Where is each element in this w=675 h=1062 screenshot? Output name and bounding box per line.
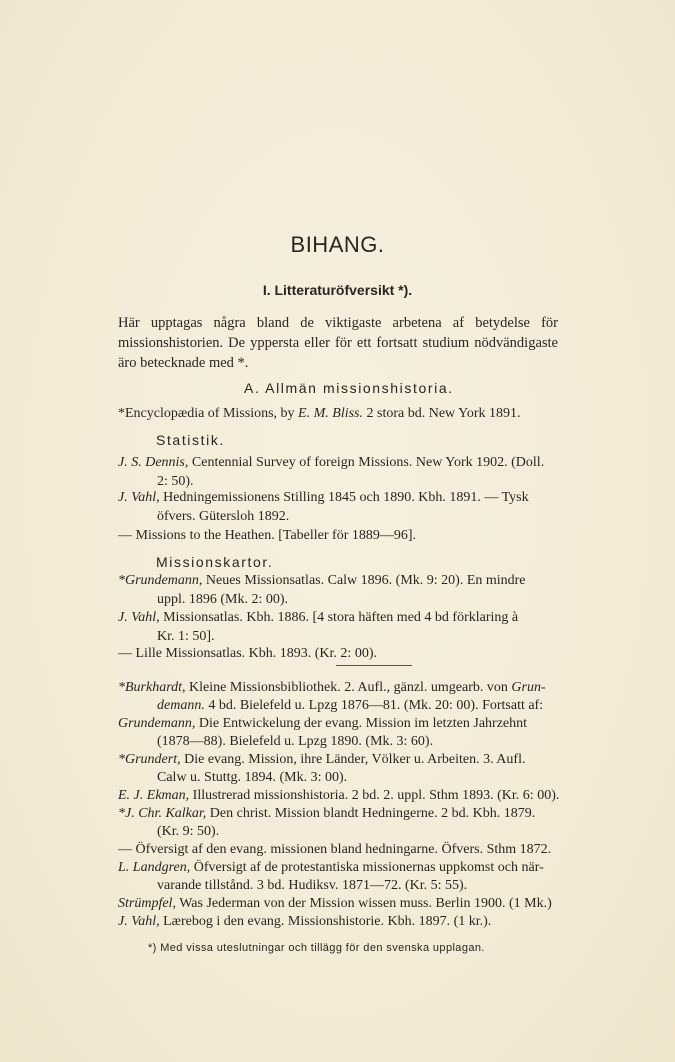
entry-burkhardt: *Burkhardt, Kleine Missionsbibliothek. 2. Aufl., gänzl. umgearb. von Grun-: [118, 680, 546, 695]
entry-kalkar-cont: (Kr. 9: 50).: [157, 824, 220, 839]
section-a-heading: A. Allmän missionshistoria.: [244, 380, 454, 396]
statistik-heading: Statistik.: [156, 432, 225, 448]
entry-grundert: *Grundert, Die evang. Mission, ihre Länder, Völker u. Arbeiten. 3. Aufl.: [118, 752, 526, 767]
section-divider: [336, 665, 412, 666]
page-title: BIHANG.: [290, 232, 385, 257]
kartor-heading: Missionskartor.: [156, 554, 274, 570]
entry-strumpfel: Strümpfel, Was Jederman von der Mission wissen muss. Berlin 1900. (1 Mk.): [118, 896, 552, 911]
entry-landgren: L. Landgren, Öfversigt af de protestantiska missionernas uppkomst och när-: [118, 860, 544, 875]
entry-grundemann-atlas-cont: uppl. 1896 (Mk. 2: 00).: [157, 592, 289, 607]
intro-paragraph: Här upptagas några bland de viktigaste arbetena af betydelse för missionshistorien. De yppersta eller för ett fortsatt studium nödvändigaste äro betecknade med *.: [118, 315, 558, 371]
entry-burkhardt-cont: demann. 4 bd. Bielefeld u. Lpzg 1876—81. (Mk. 20: 00). Fortsatt af:: [157, 698, 544, 713]
entry-dennis-cont: 2: 50).: [157, 474, 194, 489]
entry-dennis: J. S. Dennis, Centennial Survey of foreign Missions. New York 1902. (Doll.: [118, 455, 545, 470]
entry-vahl-stilling: J. Vahl, Hedningemissionens Stilling 1845 och 1890. Kbh. 1891. — Tysk: [118, 490, 529, 505]
entry-missions-heathen: — Missions to the Heathen. [Tabeller för 1889—96].: [118, 528, 417, 543]
entry-grundemann-entwickelung-cont: (1878—88). Bielefeld u. Lpzg 1890. (Mk. 3: 60).: [157, 734, 434, 749]
entry-grundert-cont: Calw u. Stuttg. 1894. (Mk. 3: 00).: [157, 770, 348, 785]
entry-vahl-atlas-cont: Kr. 1: 50].: [157, 629, 215, 644]
entry-landgren-cont: varande tillstånd. 3 bd. Hudiksv. 1871—72. (Kr. 5: 55).: [157, 878, 468, 893]
entry-vahl-laerebog: J. Vahl, Lærebog i den evang. Missionshistorie. Kbh. 1897. (1 kr.).: [118, 914, 492, 929]
footnote: *) Med vissa uteslutningar och tillägg för den svenska upplagan.: [148, 942, 485, 954]
entry-grundemann-entwickelung: Grundemann, Die Entwickelung der evang. Mission im letzten Jahrzehnt: [118, 716, 528, 731]
section-subtitle: I. Litteraturöfversikt *).: [262, 282, 413, 298]
entry-ofversigt: — Öfversigt af den evang. missionen bland hedningarne. Öfvers. Sthm 1872.: [118, 842, 552, 857]
entry-lille-atlas: — Lille Missionsatlas. Kbh. 1893. (Kr. 2: 00).: [118, 646, 377, 661]
entry-vahl-atlas: J. Vahl, Missionsatlas. Kbh. 1886. [4 stora häften med 4 bd förklaring à: [118, 610, 519, 625]
entry-vahl-stilling-cont: öfvers. Gütersloh 1892.: [157, 509, 290, 524]
entry-kalkar: *J. Chr. Kalkar, Den christ. Mission blandt Hedningerne. 2 bd. Kbh. 1879.: [118, 806, 536, 821]
entry-bliss: *Encyclopædia of Missions, by E. M. Bliss. 2 stora bd. New York 1891.: [118, 406, 521, 421]
entry-ekman: E. J. Ekman, Illustrerad missionshistoria. 2 bd. 2. uppl. Sthm 1893. (Kr. 6: 00).: [118, 788, 560, 803]
entry-grundemann-atlas: *Grundemann, Neues Missionsatlas. Calw 1896. (Mk. 9: 20). En mindre: [118, 573, 526, 588]
